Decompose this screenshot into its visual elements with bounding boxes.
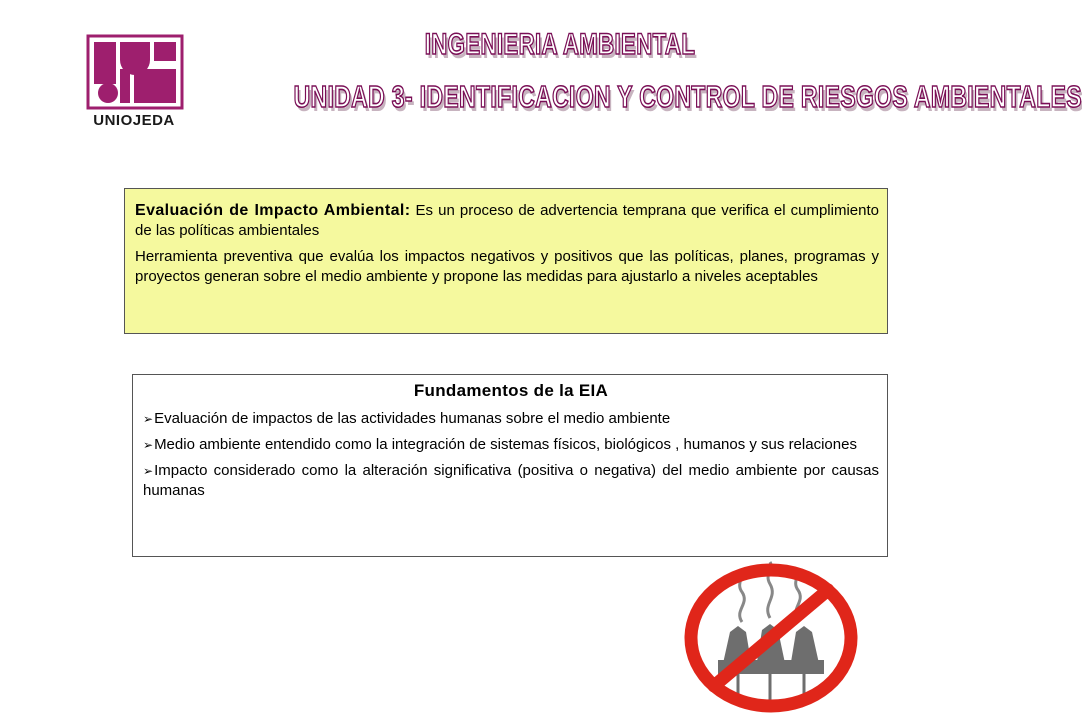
fundamentos-title: Fundamentos de la EIA: [413, 381, 609, 400]
tool-description: Herramienta preventiva que evalúa los impactos negativos y positivos que las políticas, planes, programas y proyectos generan sobre el medio ambiente y propone las medidas para ajustarlo a niveles aceptables: [135, 248, 879, 285]
definition-term: Evaluación de Impacto Ambiental:: [135, 202, 411, 219]
course-title: INGENIERIA AMBIENTAL: [424, 28, 696, 61]
no-pollution-icon: [682, 560, 860, 716]
unit-title: UNIDAD 3- IDENTIFICACION Y CONTROL DE RIESGOS AMBIENTALES: [293, 79, 1082, 114]
list-item: [143, 461, 879, 501]
arrow-bullet-icon: ➢: [143, 464, 154, 478]
list-item-text: Evaluación de impactos de las actividades humanas sobre el medio ambiente: [154, 410, 671, 427]
definition-paragraph: [135, 201, 879, 241]
list-item-text: Medio ambiente entendido como la integración de sistemas físicos, biológicos , humanos y sus relaciones: [154, 436, 857, 453]
logo-text: UNIOJEDA: [93, 112, 175, 129]
definition-text: Es un proceso de advertencia temprana que verifica el cumplimiento de las políticas ambientales: [135, 202, 879, 239]
list-item: [143, 435, 879, 455]
logo-mark-icon: [78, 33, 190, 113]
fundamentos-box: [132, 374, 888, 557]
uniojeda-logo: [78, 33, 190, 133]
arrow-bullet-icon: ➢: [143, 412, 154, 426]
list-item-text: Impacto considerado como la alteración significativa (positiva o negativa) del medio ambiente por causas humanas: [143, 462, 879, 499]
list-item: [143, 409, 879, 429]
arrow-bullet-icon: ➢: [143, 438, 154, 452]
definition-box: [124, 188, 888, 334]
